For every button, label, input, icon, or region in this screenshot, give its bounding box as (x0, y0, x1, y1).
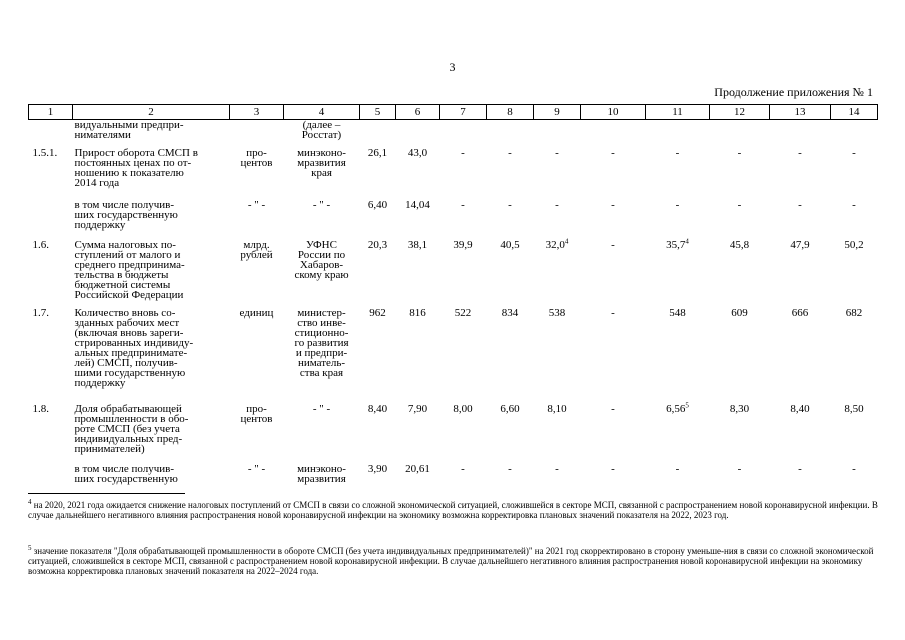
value-cell (770, 404, 831, 464)
value-cell-text: 35,7 (666, 238, 686, 251)
value-cell-text: 26,1 (367, 146, 388, 159)
value-cell-text: - (675, 198, 680, 211)
source-cell-text: министер- ство инве- стиционно- го развития и предпри- ниматель- ства края (294, 306, 349, 379)
value-cell-text: 8,50 (844, 402, 864, 415)
indicator-name-cell (73, 404, 230, 464)
value-cell (646, 236, 710, 308)
column-header-8: 8 (487, 105, 534, 120)
indicator-name-cell (73, 464, 230, 494)
source-cell (284, 240, 360, 308)
value-cell (487, 404, 534, 464)
row-number-cell-text: 1.8. (32, 402, 49, 415)
indicator-name-cell (73, 120, 230, 148)
source-cell (284, 120, 360, 148)
column-header-1: 1 (29, 105, 73, 120)
value-cell (440, 464, 487, 494)
value-cell (534, 120, 581, 148)
row-number-cell (29, 148, 73, 200)
row-number-cell (29, 240, 73, 308)
value-cell-text: 8,40 (367, 402, 388, 415)
value-cell (710, 404, 770, 464)
value-cell (831, 404, 878, 464)
row-number-cell (29, 120, 73, 148)
value-cell (396, 148, 440, 200)
unit-cell (230, 200, 284, 240)
value-cell-text: - (461, 462, 465, 475)
value-cell-text: - (555, 462, 559, 475)
indicator-name-cell (73, 240, 230, 308)
value-cell-text: - (611, 146, 615, 159)
value-cell (360, 240, 396, 308)
value-cell-text: 7,90 (407, 402, 428, 415)
value-cell-text: - (611, 238, 615, 251)
column-header-5: 5 (360, 105, 396, 120)
value-cell (646, 464, 710, 494)
value-cell-text: - (611, 402, 615, 415)
source-cell-text: минэконо- мразвития края (297, 146, 346, 179)
column-header-7: 7 (440, 105, 487, 120)
indicator-name-cell-text: Количество вновь со- зданных рабочих мест (включая вновь зареги- стрированных индивиду- альных предпринимате- лей) СМСП, получив- шими государственную поддержку (74, 306, 194, 389)
source-cell-text: - " - (312, 402, 331, 415)
row-number-cell (29, 464, 73, 494)
value-cell (770, 148, 831, 200)
unit-cell (230, 240, 284, 308)
value-cell (534, 200, 581, 240)
value-cell-text: 32,0 (545, 238, 565, 251)
value-cell (487, 120, 534, 148)
value-cell-text: - (611, 198, 615, 211)
column-header-3: 3 (230, 105, 284, 120)
footnote-ref: 4 (685, 236, 689, 245)
value-cell (646, 148, 710, 200)
value-cell-text: - (508, 462, 512, 475)
value-cell-text: - (737, 198, 742, 211)
value-cell-text: - (555, 198, 559, 211)
value-cell-text: 8,10 (547, 402, 567, 415)
value-cell (487, 240, 534, 308)
source-cell (284, 404, 360, 464)
unit-cell (230, 404, 284, 464)
indicators-table (28, 104, 878, 494)
table-row (29, 148, 878, 200)
value-cell-text: 8,40 (790, 402, 810, 415)
value-cell (581, 308, 646, 404)
value-cell-text: - (611, 306, 615, 319)
value-cell-text: - (798, 198, 802, 211)
value-cell (440, 120, 487, 148)
value-cell-text: 6,40 (367, 198, 388, 211)
unit-cell (230, 120, 284, 148)
value-cell (581, 240, 646, 308)
row-number-cell (29, 404, 73, 464)
footnote-4 (28, 500, 878, 520)
unit-cell (230, 308, 284, 404)
value-cell-text: 834 (501, 306, 519, 319)
value-cell (396, 308, 440, 404)
value-cell (581, 404, 646, 464)
value-cell-text: - (852, 462, 856, 475)
row-number-cell-text: 1.6. (32, 238, 49, 251)
value-cell-text: - (798, 462, 802, 475)
indicator-name-cell-text: Сумма налоговых по- ступлений от малого и среднего предпринима- тельства в бюджеты бюджетной системы Российской Федерации (74, 238, 185, 301)
source-cell-text: (далее – Росстат) (301, 119, 342, 141)
value-cell (360, 404, 396, 464)
value-cell-text: 962 (369, 306, 386, 319)
value-cell (770, 200, 831, 240)
value-cell (534, 464, 581, 494)
value-cell-text: 609 (731, 306, 748, 319)
unit-cell-text: - " - (247, 198, 266, 211)
value-cell (440, 240, 487, 308)
column-header-12: 12 (710, 105, 770, 120)
value-cell (831, 120, 878, 148)
value-cell (396, 464, 440, 494)
value-cell (770, 464, 831, 494)
row-number-cell (29, 308, 73, 404)
value-cell-text: 47,9 (790, 238, 810, 251)
value-cell (440, 308, 487, 404)
column-header-14: 14 (831, 105, 878, 120)
value-cell (831, 308, 878, 404)
value-cell (396, 240, 440, 308)
footnote-mark: 4 (28, 498, 32, 506)
unit-cell-text: про- центов (240, 402, 273, 425)
row-number-cell (29, 200, 73, 240)
value-cell-text: 45,8 (729, 238, 750, 251)
value-cell (534, 404, 581, 464)
value-cell (646, 308, 710, 404)
appendix-continuation-label: Продолжение приложения № 1 (714, 85, 873, 99)
indicator-name-cell (73, 200, 230, 240)
table-header-row (29, 105, 878, 120)
value-cell (360, 148, 396, 200)
footnote-ref: 5 (685, 400, 689, 409)
value-cell (646, 400, 710, 464)
value-cell (487, 464, 534, 494)
unit-cell-text: млрд. рублей (240, 238, 273, 261)
value-cell-text: 20,3 (367, 238, 388, 251)
value-cell-text: - (611, 462, 615, 475)
value-cell (360, 200, 396, 240)
value-cell (831, 148, 878, 200)
table-row (29, 308, 878, 404)
source-cell-text: УФНС России по Хабаров- скому краю (294, 238, 349, 281)
value-cell-text: - (737, 462, 742, 475)
value-cell-text: 20,61 (405, 462, 430, 475)
column-header-6: 6 (396, 105, 440, 120)
value-cell (710, 120, 770, 148)
source-cell (284, 200, 360, 240)
row-number-cell-text: 1.5.1. (32, 146, 58, 159)
value-cell-text: 40,5 (500, 238, 520, 251)
value-cell-text: 816 (409, 306, 426, 319)
value-cell-text: 39,9 (453, 238, 473, 251)
value-cell-text: 682 (845, 306, 863, 319)
page-number: 3 (449, 60, 456, 74)
value-cell-text: 8,30 (729, 402, 750, 415)
column-header-10: 10 (581, 105, 646, 120)
value-cell-text: - (852, 146, 856, 159)
unit-cell-text: - " - (247, 462, 266, 475)
value-cell-text: 522 (454, 306, 472, 319)
value-cell (396, 200, 440, 240)
value-cell-text: 8,00 (453, 402, 473, 415)
footnote-divider (28, 493, 185, 494)
value-cell-text: - (508, 198, 512, 211)
source-cell (284, 148, 360, 200)
value-cell-text: 666 (791, 306, 809, 319)
value-cell (581, 200, 646, 240)
value-cell (770, 308, 831, 404)
unit-cell (230, 148, 284, 200)
value-cell (487, 308, 534, 404)
value-cell (360, 308, 396, 404)
row-number-cell-text: 1.7. (32, 306, 49, 319)
value-cell-text: - (508, 146, 512, 159)
value-cell (710, 148, 770, 200)
value-cell (360, 464, 396, 494)
source-cell-text: - " - (312, 198, 331, 211)
table-row (29, 200, 878, 240)
value-cell (581, 120, 646, 148)
value-cell (646, 120, 710, 148)
source-cell-text: минэконо- мразвития (297, 462, 346, 485)
table-row (29, 120, 878, 148)
unit-cell-text: единиц (239, 306, 274, 319)
value-cell (710, 200, 770, 240)
indicator-name-cell (73, 148, 230, 200)
value-cell (440, 148, 487, 200)
value-cell-text: - (555, 146, 559, 159)
indicator-name-cell-text: в том числе получив- ших государственную поддержку (74, 198, 178, 231)
value-cell (646, 200, 710, 240)
indicator-name-cell-text: в том числе получив- ших государственную (74, 462, 178, 485)
value-cell (487, 200, 534, 240)
value-cell-text: - (461, 198, 465, 211)
value-cell (396, 120, 440, 148)
footnote-ref: 4 (564, 236, 569, 245)
table-row (29, 240, 878, 308)
value-cell (396, 404, 440, 464)
value-cell-text: - (852, 198, 856, 211)
column-header-4: 4 (284, 105, 360, 120)
value-cell (581, 148, 646, 200)
footnote-text: значение показателя "Доля обрабатывающей промышленности в обороте СМСП (без учета индивидуальных предпринимателей)" на 2021 год скорректировано в сторону уменьше-ния в связи со сложной экономической ситуацией, сложившейся в секторе МСП, связанной с распространением новой коронавирусной инфекции. В случае дальнейшего негативного влияния распространения новой коронавирусной инфекции на экономику возможна корректировка плановых значений показателя на 2022–2024 года. (28, 546, 874, 576)
column-header-11: 11 (646, 105, 710, 120)
value-cell-text: - (675, 146, 680, 159)
value-cell-text: 538 (548, 306, 566, 319)
value-cell (831, 200, 878, 240)
source-cell (284, 308, 360, 404)
unit-cell (230, 464, 284, 494)
value-cell-text: 14,04 (405, 198, 430, 211)
value-cell (440, 404, 487, 464)
value-cell (831, 240, 878, 308)
value-cell (534, 308, 581, 404)
indicator-name-cell-text: Прирост оборота СМСП в постоянных ценах по от- ношению к показателю 2014 года (74, 146, 198, 189)
footnote-text: на 2020, 2021 года ожидается снижение налоговых поступлений от СМСП в связи со сложной экономической ситуацией, сложившейся в секторе МСП, связанной с распространением новой коронавирусной инфекции. В случае дальнейшего негативного влияния распространения новой коронавирусной инфекции на экономику возможна корректировка плановых значений показателя на 2022, 2023 год. (28, 500, 878, 520)
value-cell-text: - (737, 146, 742, 159)
column-header-13: 13 (770, 105, 831, 120)
value-cell (770, 120, 831, 148)
value-cell (831, 464, 878, 494)
table-row (29, 464, 878, 494)
value-cell-text: 548 (669, 306, 686, 319)
value-cell (534, 236, 581, 308)
value-cell-text: - (461, 146, 465, 159)
value-cell-text: 50,2 (844, 238, 864, 251)
value-cell-text: 43,0 (407, 146, 428, 159)
column-header-9: 9 (534, 105, 581, 120)
indicator-name-cell-text: Доля обрабатывающей промышленности в обо- роте СМСП (без учета индивидуальных пред- принимателей) (74, 402, 189, 455)
value-cell (581, 464, 646, 494)
value-cell-text: 3,90 (367, 462, 388, 475)
table-row (29, 404, 878, 464)
value-cell-text: 6,56 (666, 402, 686, 415)
value-cell-text: 38,1 (407, 238, 428, 251)
value-cell-text: 6,60 (500, 402, 520, 415)
source-cell (284, 464, 360, 494)
value-cell-text: - (675, 462, 680, 475)
value-cell (440, 200, 487, 240)
value-cell (710, 240, 770, 308)
unit-cell-text: про- центов (240, 146, 273, 169)
column-header-2: 2 (73, 105, 230, 120)
footnote-mark: 5 (28, 544, 32, 552)
value-cell (770, 240, 831, 308)
value-cell (487, 148, 534, 200)
value-cell (360, 120, 396, 148)
value-cell (710, 308, 770, 404)
value-cell-text: - (798, 146, 802, 159)
indicator-name-cell-text: видуальными предпри- нимателями (74, 119, 184, 141)
indicator-name-cell (73, 308, 230, 404)
value-cell (534, 148, 581, 200)
footnote-5 (28, 546, 878, 576)
value-cell (710, 464, 770, 494)
